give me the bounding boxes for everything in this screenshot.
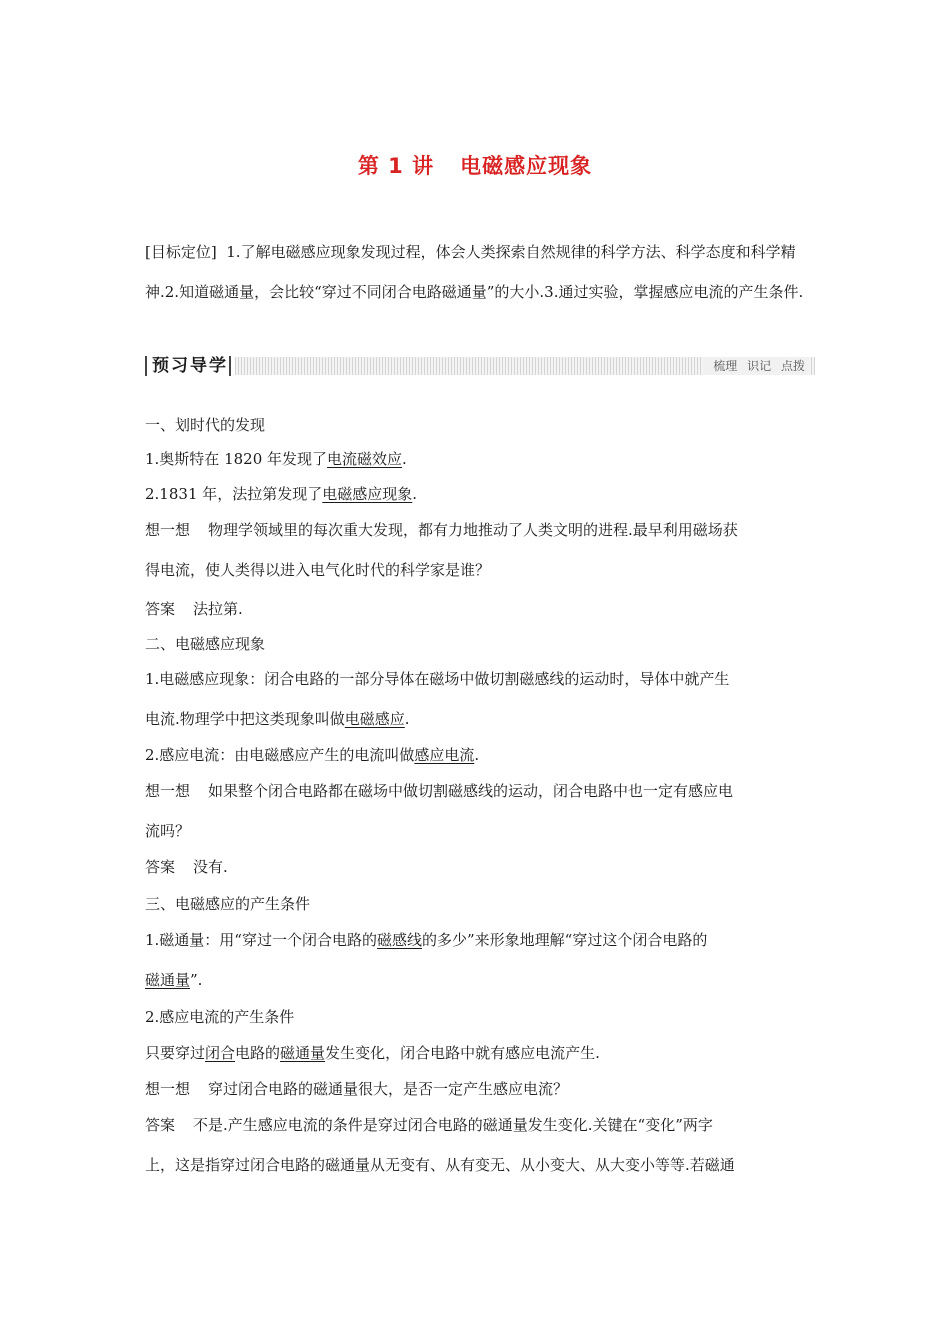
line-text: 如果整个闭合电路都在磁场中做切割磁感线的运动，闭合电路中也一定有感应电 — [208, 782, 734, 800]
banner-tags — [703, 357, 809, 375]
line-text: 电流.物理学中把这类现象叫做 — [145, 710, 345, 728]
answer-blank: 磁感线 — [376, 931, 422, 949]
answer-blank: 电磁感应 — [344, 710, 405, 728]
answer-blank: 电磁感应现象 — [322, 485, 413, 503]
line-text: 2.感应电流：由电磁感应产生的电流叫做 — [145, 746, 415, 764]
line-text: 上，这是指穿过闭合电路的磁通量从无变有、从有变无、从小变大、从大变小等等.若磁通 — [145, 1156, 735, 1174]
line-text: . — [402, 450, 407, 468]
line-text: . — [412, 485, 418, 503]
answer-blank: 磁通量 — [280, 1044, 326, 1062]
text-line — [145, 780, 733, 802]
line-text: 想一想 — [145, 521, 191, 539]
banner-tag: 识记 — [747, 359, 772, 373]
line-text: 想一想 — [145, 782, 191, 800]
line-text: . — [404, 710, 410, 728]
answer-blank: 感应电流 — [414, 746, 475, 764]
line-text: 只要穿过 — [145, 1044, 206, 1062]
text-line — [145, 598, 243, 620]
objective-label: [目标定位] — [145, 243, 217, 261]
banner-tag: 点拨 — [780, 359, 805, 373]
line-text: . — [474, 746, 480, 764]
line-text: 1.磁通量：用“穿过一个闭合电路的 — [145, 931, 377, 949]
line-text: 电路的 — [235, 1044, 281, 1062]
text-line — [145, 744, 479, 766]
answer-blank: 磁通量 — [145, 971, 191, 989]
text-line — [145, 668, 729, 690]
line-text: 答案 — [145, 858, 176, 876]
banner-left-bar — [145, 356, 147, 376]
line-text: 二、电磁感应现象 — [145, 635, 266, 653]
text-line — [145, 1154, 735, 1176]
line-text: 没有. — [193, 858, 228, 876]
line-text: 答案 — [145, 1116, 176, 1134]
banner-right-bar — [229, 356, 231, 376]
text-line — [145, 633, 265, 655]
line-text: 2.感应电流的产生条件 — [145, 1008, 295, 1026]
line-text: 1.电磁感应现象：闭合电路的一部分导体在磁场中做切割磁感线的运动时，导体中就产生 — [145, 670, 730, 688]
line-text: 得电流，使人类得以进入电气化时代的科学家是谁？ — [145, 561, 491, 579]
line-text: 想一想 — [145, 1080, 191, 1098]
text-line — [145, 708, 410, 730]
text-line — [145, 1042, 600, 1064]
line-text: 1.奥斯特在 1820 年发现了 — [145, 450, 328, 468]
text-line — [145, 1006, 294, 1028]
text-line — [145, 559, 490, 581]
page-title — [0, 150, 950, 180]
line-text: 穿过闭合电路的磁通量很大，是否一定产生感应电流？ — [208, 1080, 569, 1098]
line-text: 不是.产生感应电流的条件是穿过闭合电路的磁通量发生变化.关键在“变化”两字 — [193, 1116, 713, 1134]
text-line — [145, 519, 738, 541]
line-text: 流吗？ — [145, 822, 191, 840]
text-line — [145, 929, 707, 951]
text-line — [145, 1114, 713, 1136]
lecture-topic: 电磁感应现象 — [460, 154, 593, 178]
lecture-number: 第 1 讲 — [357, 154, 435, 178]
text-line — [145, 414, 265, 436]
text-line — [145, 820, 190, 842]
line-text: 一、划时代的发现 — [145, 416, 266, 434]
text-line — [145, 856, 228, 878]
section-banner — [145, 354, 815, 378]
line-text: 2.1831 年，法拉第发现了 — [145, 485, 323, 503]
text-line — [145, 448, 407, 470]
line-text: ”. — [190, 971, 203, 989]
text-line — [145, 483, 417, 505]
answer-blank: 闭合 — [205, 1044, 236, 1062]
line-text: 的多少”来形象地理解“穿过这个闭合电路的 — [422, 931, 708, 949]
objective-text: 1.了解电磁感应现象发现过程，体会人类探索自然规律的科学方法、科学态度和科学精神.2.知道磁通量，会比较“穿过不同闭合电路磁通量”的大小.3.通过实验，掌握感应电流的产生条件. — [145, 243, 804, 301]
line-text: 法拉第. — [193, 600, 243, 618]
learning-objectives — [145, 232, 809, 312]
line-text: 三、电磁感应的产生条件 — [145, 895, 311, 913]
text-line — [145, 1078, 568, 1100]
line-text: 发生变化，闭合电路中就有感应电流产生. — [325, 1044, 600, 1062]
text-line — [145, 969, 202, 991]
answer-blank: 电流磁效应 — [327, 450, 403, 468]
line-text: 物理学领域里的每次重大发现，都有力地推动了人类文明的进程.最早利用磁场获 — [208, 521, 738, 539]
text-line — [145, 893, 310, 915]
line-text: 答案 — [145, 600, 176, 618]
banner-label: 预习导学 — [152, 356, 228, 376]
banner-tag: 梳理 — [713, 359, 738, 373]
